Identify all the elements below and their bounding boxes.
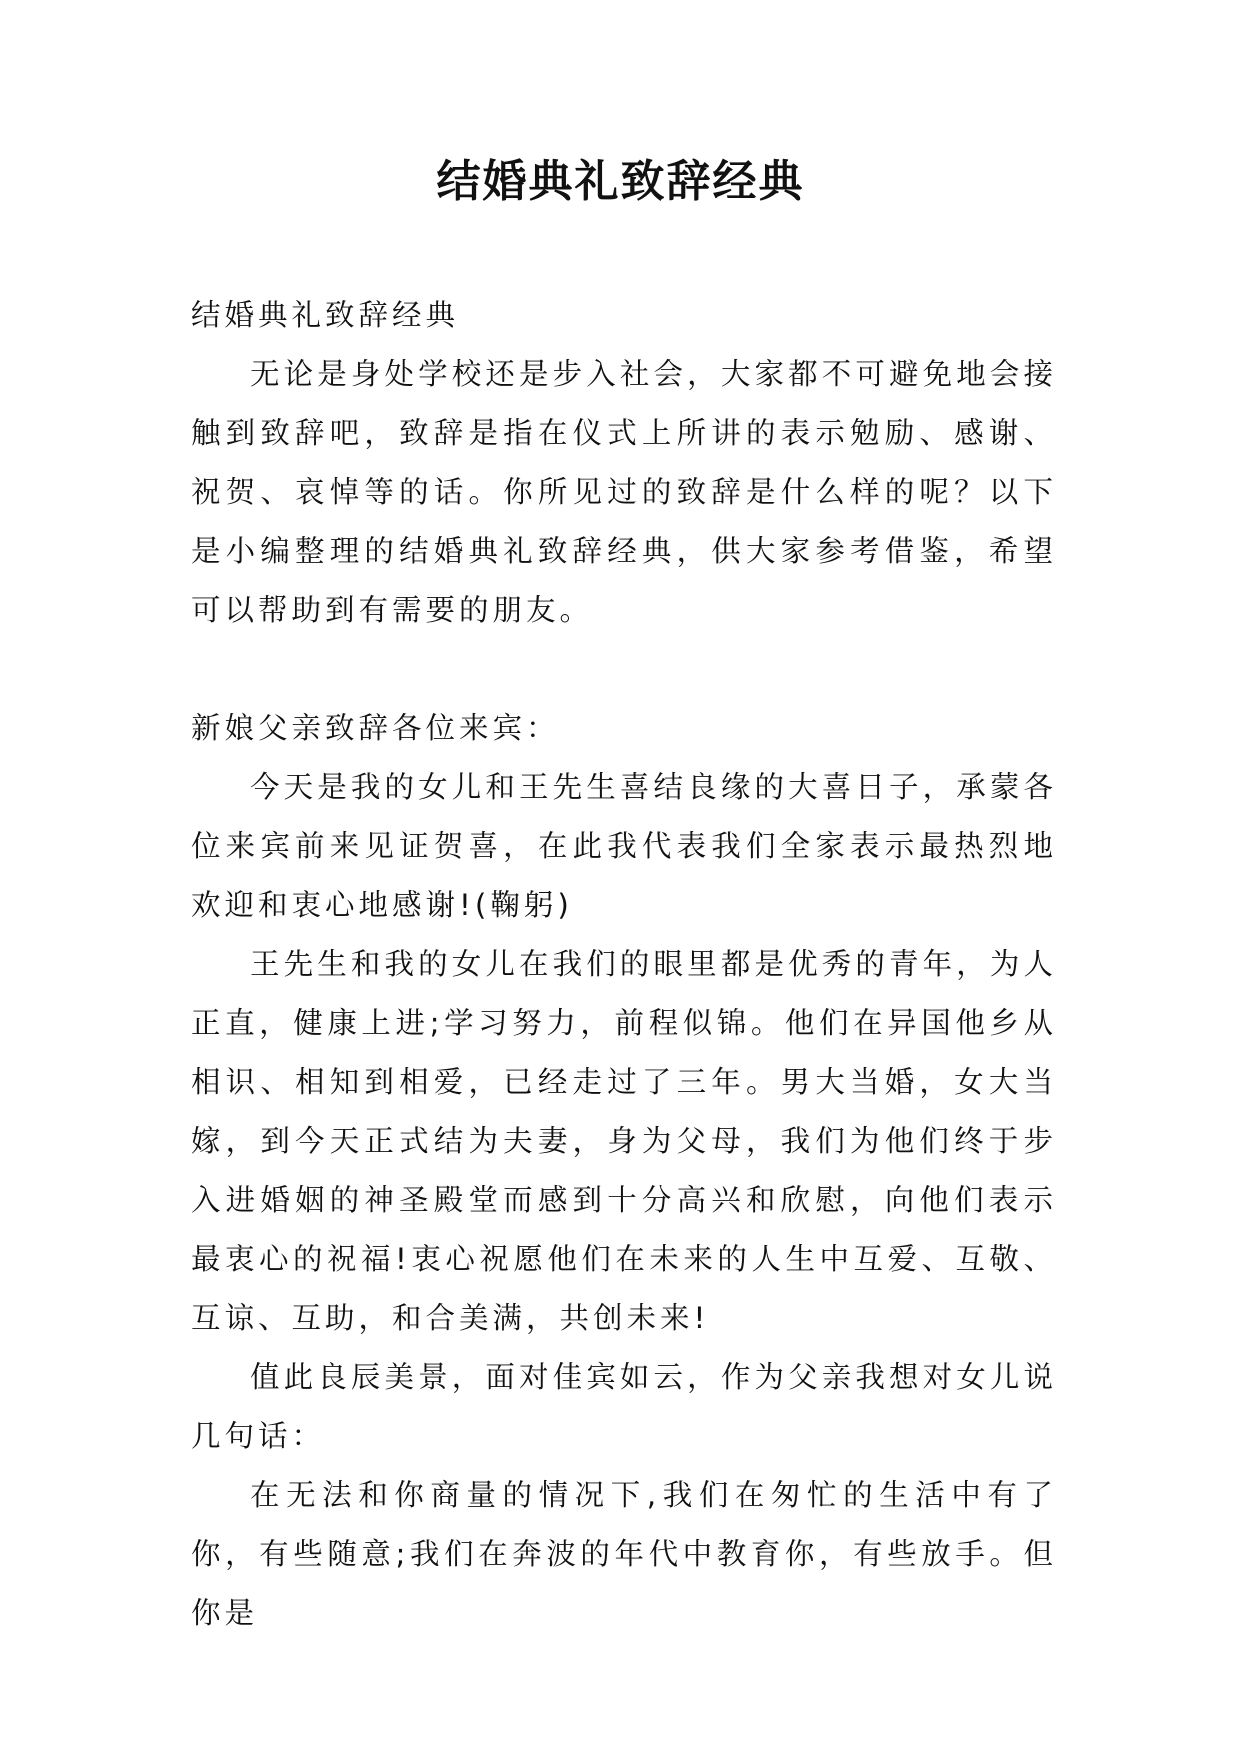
document-title: 结婚典礼致辞经典 (436, 156, 805, 207)
speech-paragraph: 在无法和你商量的情况下,我们在匆忙的生活中有了你，有些随意;我们在奔波的年代中教育你，有些放手。但你是 (191, 1478, 1057, 1630)
paragraph-spacer (191, 640, 1057, 699)
section-heading: 新娘父亲致辞各位来宾： (191, 711, 560, 745)
document-subtitle: 结婚典礼致辞经典 (191, 298, 460, 332)
speech-paragraph: 王先生和我的女儿在我们的眼里都是优秀的青年，为人正直，健康上进;学习努力，前程似锦。他们在异国他乡从相识、相知到相爱，已经走过了三年。男大当婚，女大当嫁，到今天正式结为夫妻，身为父母，我们为他们终于步入进婚姻的神圣殿堂而感到十分高兴和欣慰，向他们表示最衷心的祝福!衷心祝愿他们在未来的人生中互爱、互敬、互谅、互助，和合美满，共创未来! (191, 947, 1057, 1335)
intro-paragraph: 无论是身处学校还是步入社会，大家都不可避免地会接触到致辞吧，致辞是指在仪式上所讲的表示勉励、感谢、祝贺、哀悼等的话。你所见过的致辞是什么样的呢？以下是小编整理的结婚典礼致辞经典，供大家参考借鉴，希望可以帮助到有需要的朋友。 (191, 357, 1057, 627)
speech-paragraph: 值此良辰美景，面对佳宾如云，作为父亲我想对女儿说几句话： (191, 1360, 1057, 1453)
document-body (191, 286, 1057, 1643)
speech-paragraph: 今天是我的女儿和王先生喜结良缘的大喜日子，承蒙各位来宾前来见证贺喜，在此我代表我们全家表示最热烈地欢迎和衷心地感谢!(鞠躬) (191, 770, 1057, 922)
